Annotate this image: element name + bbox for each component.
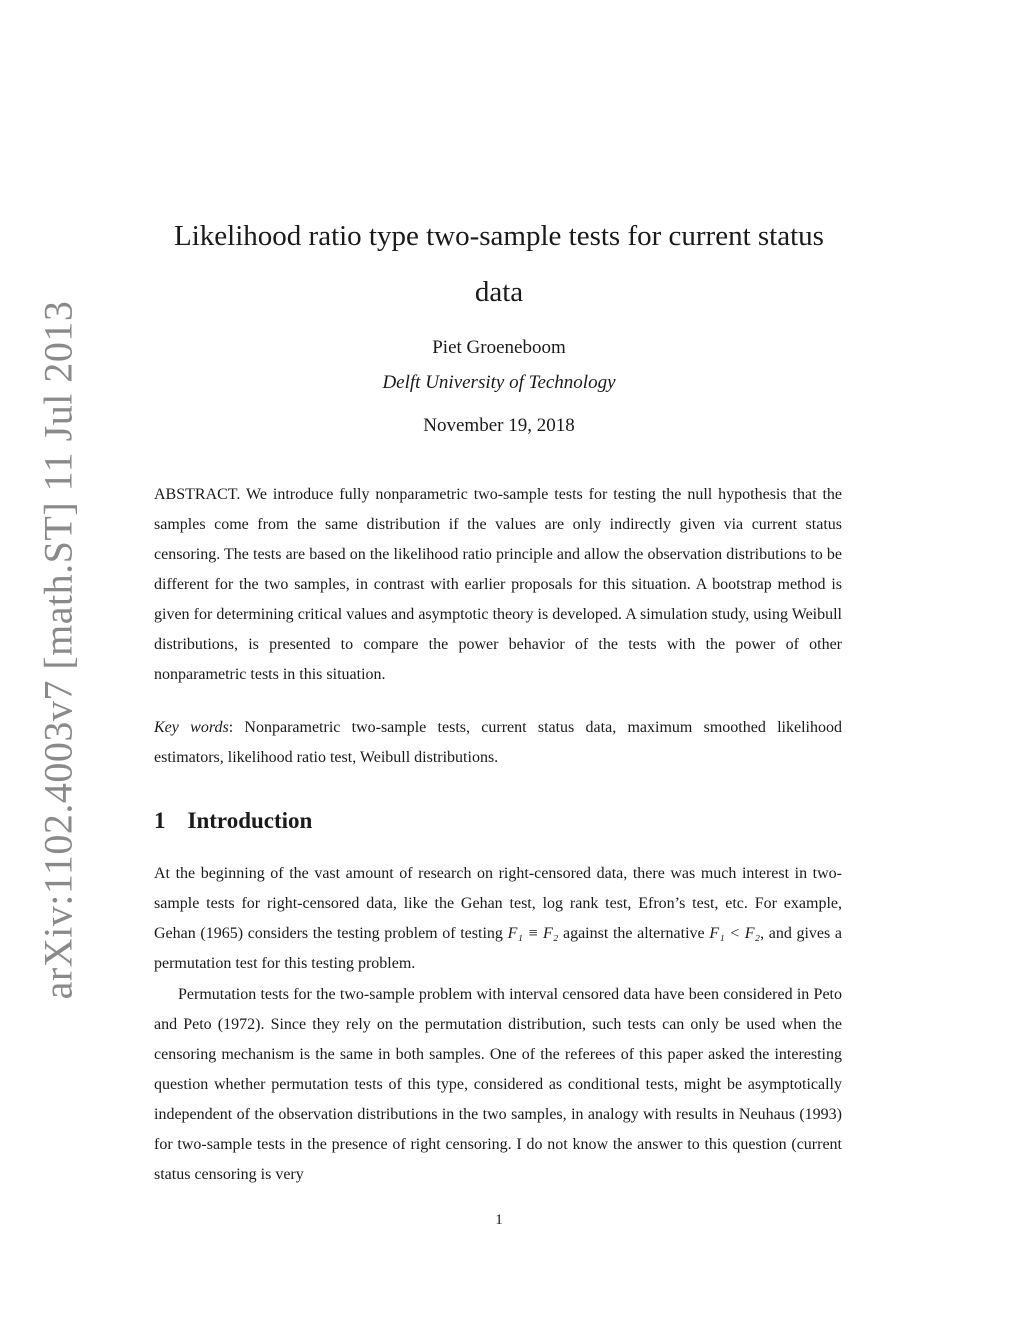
paper-title: Likelihood ratio type two-sample tests for current status data <box>174 220 824 308</box>
intro-p1-before: At the beginning of the vast amount of research on right-censored data, there was much interest in two-sample tests for right-censored data, like the Gehan test, log rank test, Efron’s test, etc. For example, Gehan (1965) considers the testing problem of testing <box>154 865 842 942</box>
section-number: 1 <box>154 808 166 833</box>
inequality-formula: F₁ < F₂ <box>709 925 761 942</box>
date: November 19, 2018 <box>423 415 575 436</box>
abstract <box>154 480 842 690</box>
abstract-label: ABSTRACT. <box>154 486 241 503</box>
equivalence-formula: F₁ ≡ F₂ <box>507 925 559 942</box>
intro-paragraph-1 <box>154 859 842 979</box>
affiliation: Delft University of Technology <box>382 372 616 393</box>
abstract-text: We introduce fully nonparametric two-sample tests for testing the null hypothesis that the samples come from the same distribution if the values are only indirectly given via current status censoring. The tests are based on the likelihood ratio principle and allow the observation distributions to be different for the two samples, in contrast with earlier proposals for this situation. A bootstrap method is given for determining critical values and asymptotic theory is developed. A simulation study, using Weibull distributions, is presented to compare the power behavior of the tests with the power of other nonparametric tests in this situation. <box>154 486 843 683</box>
keywords-label: Key words <box>154 719 229 736</box>
keywords: Key words: Nonparametric two-sample tests, current status data, maximum smoothed likelihood estimators, likelihood ratio test, Weibull distributions. <box>154 719 842 766</box>
page-number: 1 <box>495 1212 503 1228</box>
intro-paragraph-2: Permutation tests for the two-sample problem with interval censored data have been considered in Peto and Peto (1972). Since they rely on the permutation distribution, such tests can only be used when the censoring mechanism is the same in both samples. One of the referees of this paper asked the interesting question whether permutation tests of this type, considered as conditional tests, might be asymptotically independent of the observation distributions in the two samples, in analogy with results in Neuhaus (1993) for two-sample tests in the presence of right censoring. I do not know the answer to this question (current status censoring is very <box>154 986 842 1183</box>
author: Piet Groeneboom <box>432 337 566 358</box>
intro-p1-middle: against the alternative <box>558 925 710 942</box>
section-heading <box>154 808 312 834</box>
keywords-text: Nonparametric two-sample tests, current status data, maximum smoothed likelihood estimators, likelihood ratio test, Weibull distributions. <box>154 719 842 766</box>
arxiv-stamp: arXiv:1102.4003v7 [math.ST] 11 Jul 2013 <box>35 300 81 1000</box>
section-title: Introduction <box>187 808 313 833</box>
intro-p1-after: , and gives a permutation test for this testing problem. <box>154 925 842 972</box>
